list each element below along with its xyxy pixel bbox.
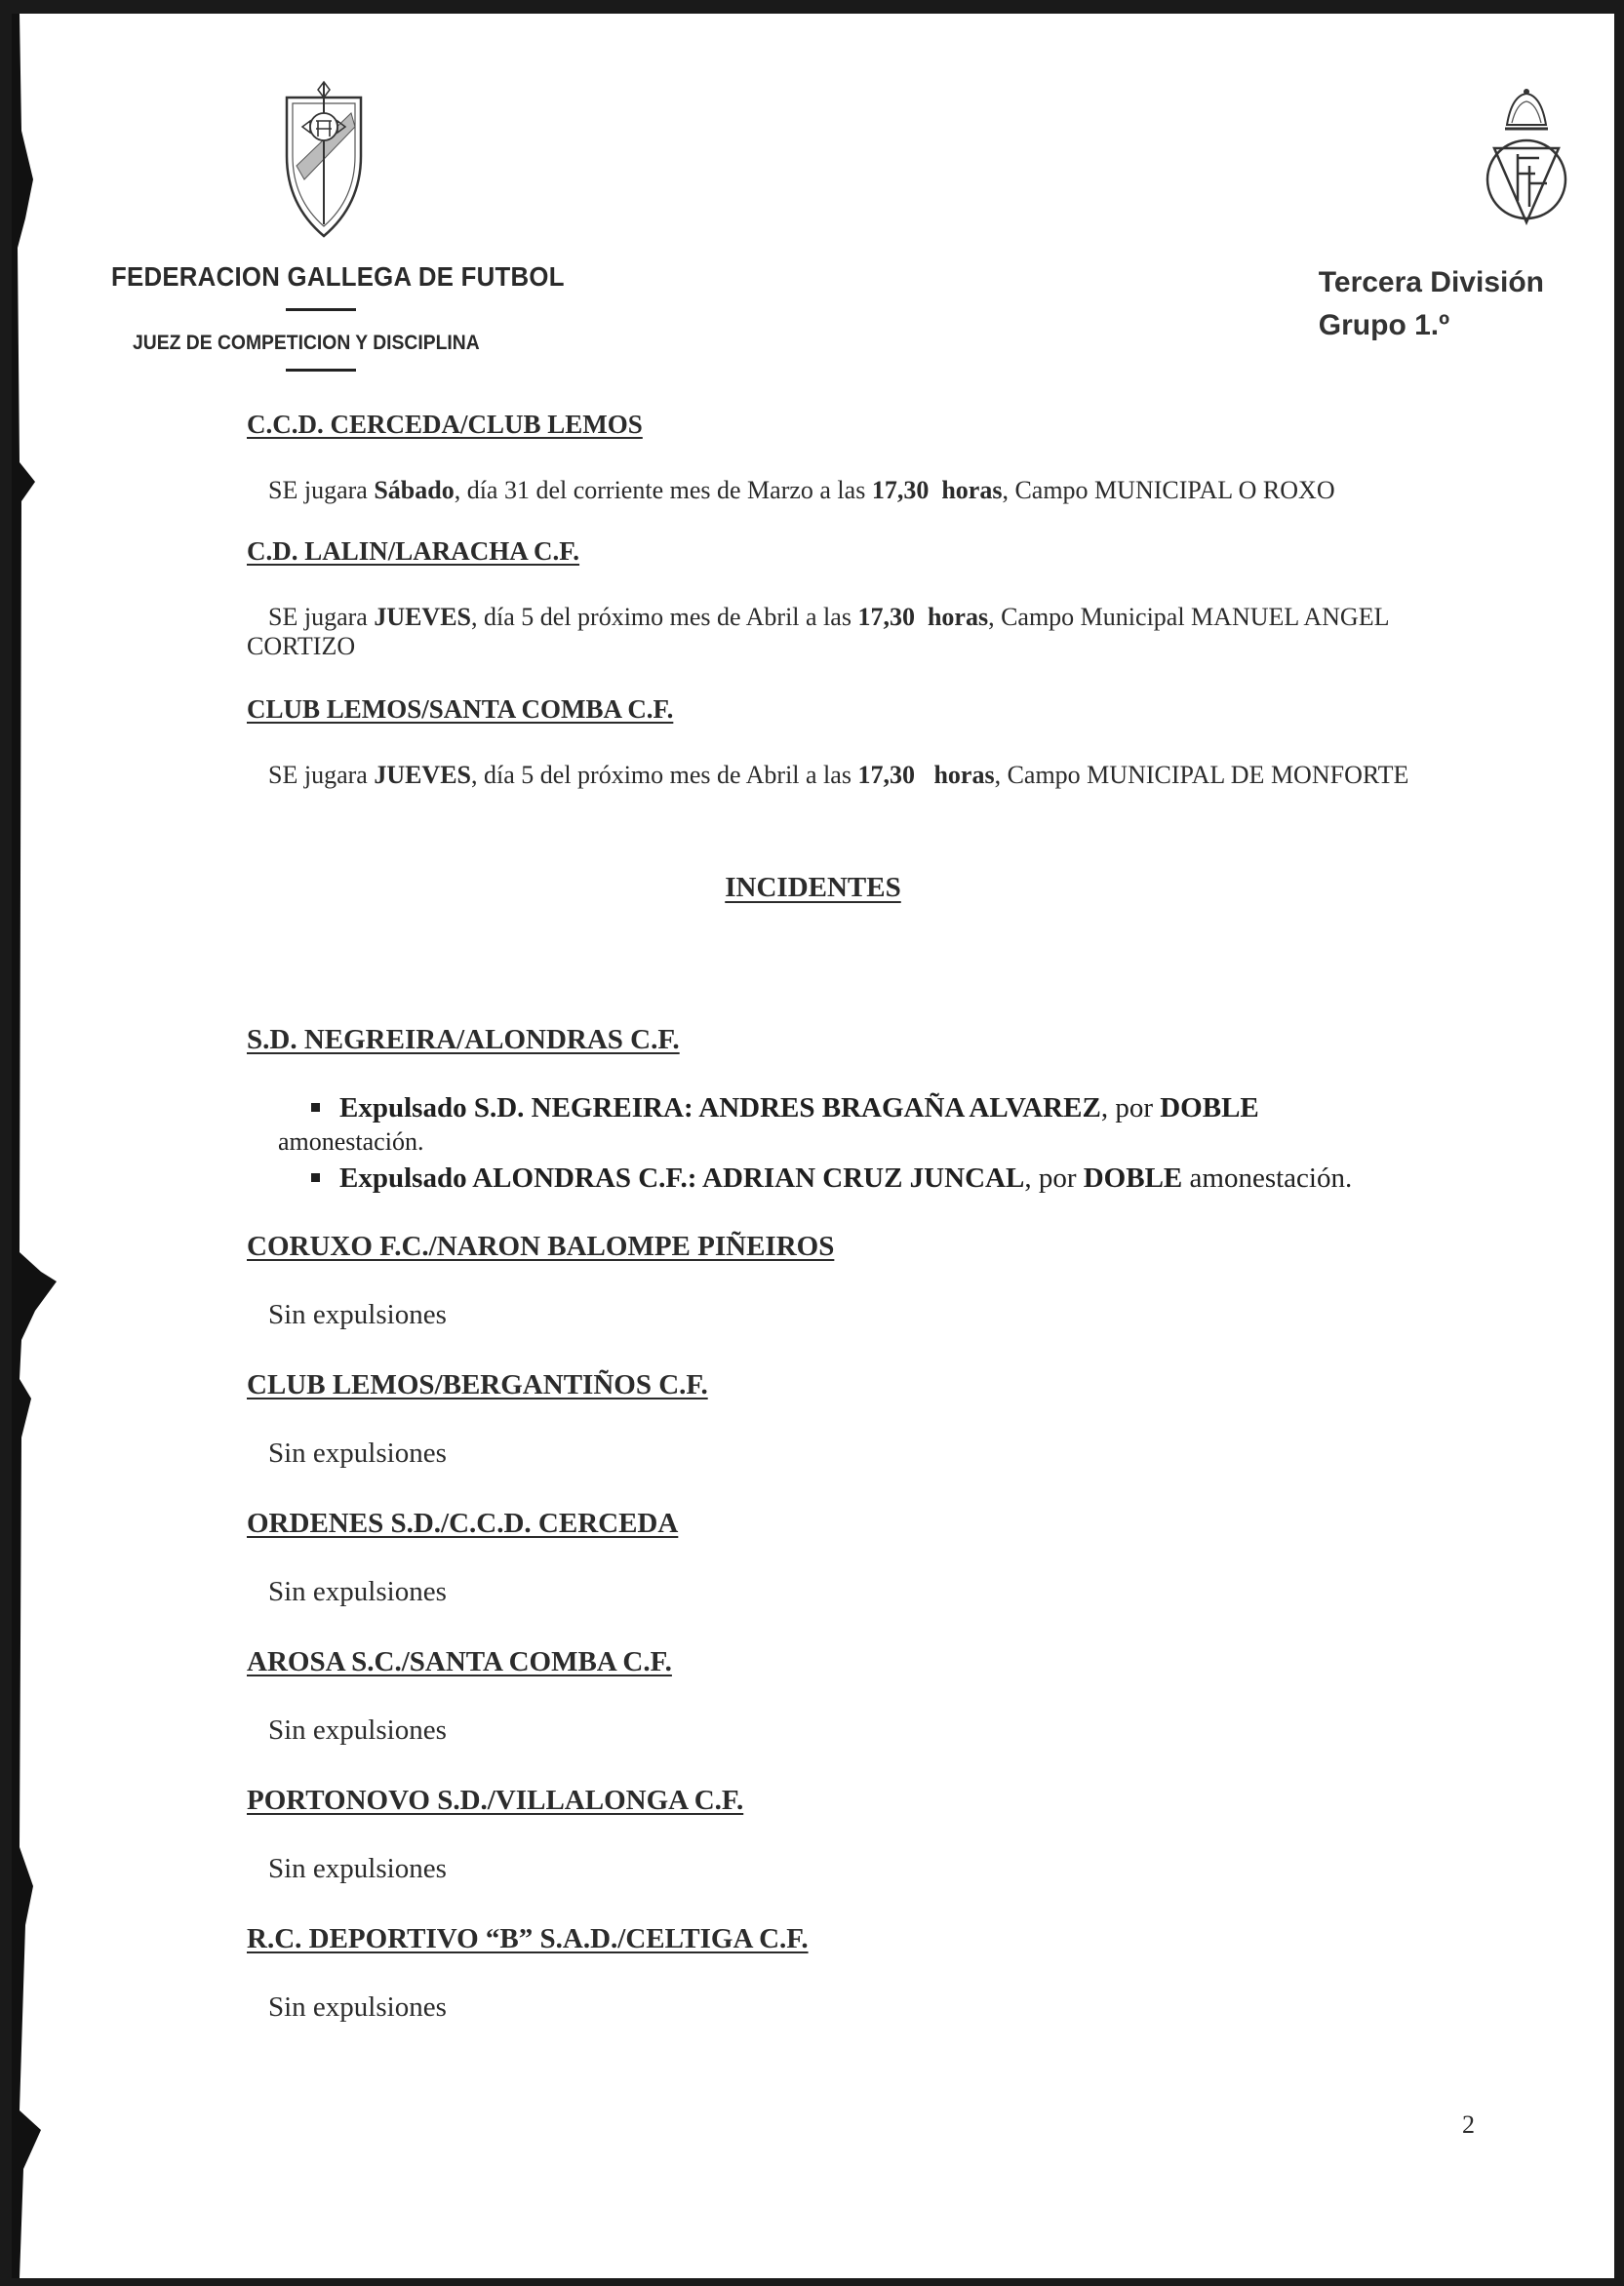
federation-subtitle: JUEZ DE COMPETICION Y DISCIPLINA <box>133 332 480 354</box>
incident-result: Sin expulsiones <box>268 1853 447 1884</box>
expulsion-continuation: amonestación. <box>278 1127 424 1156</box>
expulsion-item: Expulsado ALONDRAS C.F.: ADRIAN CRUZ JUNCAL, por DOBLE amonestación. <box>311 1163 1352 1195</box>
division-name: Tercera División <box>1318 266 1544 298</box>
federation-title: FEDERACION GALLEGA DE FUTBOL <box>111 261 565 292</box>
incident-match-title: CLUB LEMOS/BERGANTIÑOS C.F. <box>247 1369 708 1400</box>
galician-federation-shield-logo <box>275 78 373 244</box>
royal-spanish-federation-crest-logo <box>1473 86 1580 232</box>
match-title: C.D. LALIN/LARACHA C.F. <box>247 536 580 566</box>
incident-match-title: ORDENES S.D./C.C.D. CERCEDA <box>247 1508 679 1539</box>
division-label <box>1319 261 1544 347</box>
bullet-icon <box>311 1173 320 1182</box>
header-divider <box>286 308 356 311</box>
incident-result: Sin expulsiones <box>268 1714 447 1746</box>
torn-left-edge <box>12 14 70 2278</box>
match-schedule-text: SE jugara JUEVES, día 5 del próximo mes de Abril a las 17,30 horas, Campo Municipal MANUEL ANGEL CORTIZO <box>247 603 1389 660</box>
incident-result: Sin expulsiones <box>268 1299 447 1330</box>
match-schedule-text: SE jugara JUEVES, día 5 del próximo mes de Abril a las 17,30 horas, Campo MUNICIPAL DE MONFORTE <box>268 761 1409 789</box>
incident-match-title: PORTONOVO S.D./VILLALONGA C.F. <box>247 1785 744 1816</box>
header-divider <box>286 369 356 372</box>
incidents-heading: INCIDENTES <box>725 872 901 903</box>
division-group: Grupo 1.º <box>1318 309 1450 341</box>
incident-result: Sin expulsiones <box>268 1576 447 1607</box>
match-title: C.C.D. CERCEDA/CLUB LEMOS <box>247 410 643 439</box>
incident-match-title: R.C. DEPORTIVO “B” S.A.D./CELTIGA C.F. <box>247 1923 809 1954</box>
expulsion-item: Expulsado S.D. NEGREIRA: ANDRES BRAGAÑA ALVAREZ, por DOBLE <box>311 1092 1259 1124</box>
incident-result: Sin expulsiones <box>268 1991 447 2023</box>
page-number: 2 <box>1462 2110 1475 2139</box>
incident-match-title: S.D. NEGREIRA/ALONDRAS C.F. <box>247 1024 680 1055</box>
incident-result: Sin expulsiones <box>268 1438 447 1469</box>
match-schedule-text: SE jugara Sábado, día 31 del corriente mes de Marzo a las 17,30 horas, Campo MUNICIPAL O ROXO <box>268 476 1335 504</box>
document-page <box>12 14 1614 2278</box>
bullet-icon <box>311 1103 320 1112</box>
incident-match-title: CORUXO F.C./NARON BALOMPE PIÑEIROS <box>247 1231 835 1262</box>
match-title: CLUB LEMOS/SANTA COMBA C.F. <box>247 694 674 724</box>
incident-match-title: AROSA S.C./SANTA COMBA C.F. <box>247 1646 672 1677</box>
